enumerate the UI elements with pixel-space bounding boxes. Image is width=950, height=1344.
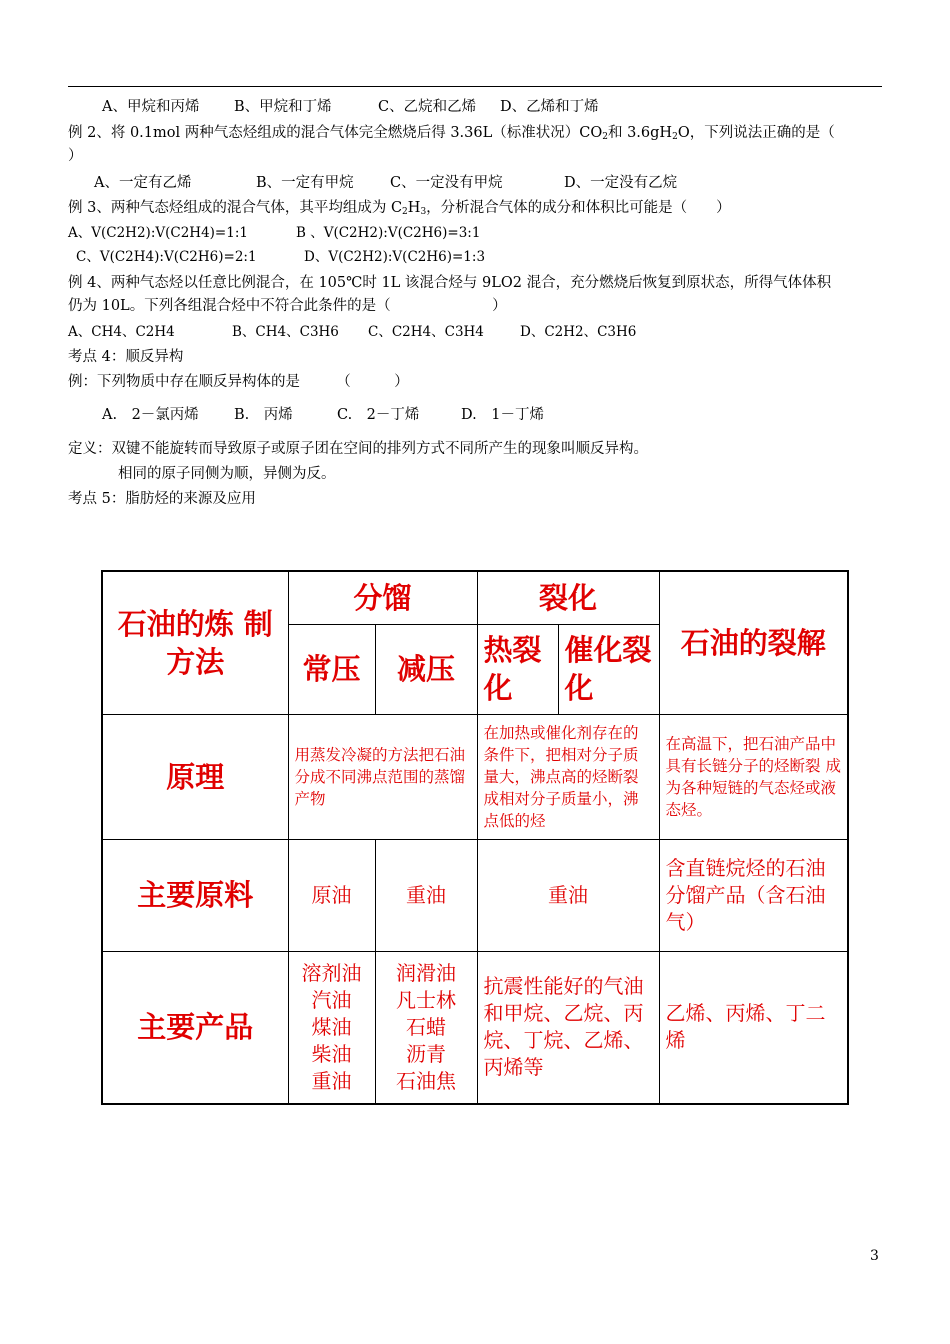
ex4-option-c: C、C2H4、C3H4	[368, 324, 484, 340]
ex2-option-b: B、一定有甲烷	[256, 175, 354, 191]
ex4-option-b: B、CH4、C3H6	[232, 324, 339, 340]
product-atmospheric	[288, 951, 375, 1104]
ex3-stem: 例 3、两种气态烃组成的混合气体，其平均组成为 $C_2H_3$，分析混合气体的成分和体积比可能是（ ）	[68, 200, 731, 217]
kp4-option-b: B. 丙烯	[234, 407, 293, 423]
ex4-stem-line1: 例 4、两种气态烃以任意比例混合，在 105℃时 1L 该混合烃与 9LO2 混合，充分燃烧后恢复到原状态，所得气体体积	[68, 275, 832, 291]
vacuum-header: 减压	[375, 624, 477, 714]
material-label: 主要原料	[102, 839, 288, 951]
product-vac-item: 凡士林	[396, 987, 456, 1012]
ex2-close-paren: ）	[68, 148, 83, 164]
kp4-definition: 定义：双键不能旋转而导致原子或原子团在空间的排列方式不同所产生的现象叫顺反异构。	[68, 441, 648, 457]
principle-cracking: 在加热或催化剂存在的条件下，把相对分子质量大，沸点高的烃断裂成相对分子质量小，沸点低的烃	[477, 714, 659, 839]
header-rule	[68, 86, 882, 87]
ex2-options	[68, 173, 910, 193]
principle-fractionation: 用蒸发冷凝的方法把石油分成不同沸点范围的蒸馏产物	[288, 714, 477, 839]
material-atmospheric: 原油	[288, 839, 375, 951]
q1-option-d: D、乙烯和丁烯	[500, 99, 599, 115]
q1-option-a: A、甲烷和丙烯	[102, 99, 200, 115]
kp4-rule: 相同的原子同侧为顺，异侧为反。	[118, 466, 336, 482]
ex2-stem: 例 2、将 0.1mol 两种气态烃组成的混合气体完全燃烧后得 3.36L（标准状况）$CO_2$和 $3.6gH_2O$，下列说法正确的是（	[68, 125, 835, 142]
method-header: 石油的炼 制方法	[102, 571, 288, 714]
ex4-options	[68, 322, 884, 342]
product-cracking: 抗震性能好的气油和甲烷、乙烷、丙烷、丁烷、乙烯、丙烯等	[477, 951, 659, 1104]
ex4-option-a: A、CH4、C2H4	[68, 324, 175, 340]
product-vac-item: 石油焦	[396, 1068, 456, 1093]
page-number: 3	[870, 1248, 879, 1264]
ex2-option-a: A、一定有乙烯	[94, 175, 192, 191]
product-atm-item: 柴油	[311, 1041, 352, 1066]
product-atm-item: 溶剂油	[301, 960, 362, 985]
product-vacuum	[375, 951, 477, 1104]
kp4-question: 例：下列物质中存在顺反异构体的是 （ ）	[68, 374, 409, 390]
oil-refining-table	[101, 570, 849, 1105]
product-vac-item: 石蜡	[406, 1014, 446, 1039]
product-atm-item: 煤油	[311, 1014, 352, 1039]
product-atm-item: 汽油	[311, 987, 352, 1012]
fractionation-header: 分馏	[288, 571, 477, 624]
ex4-option-d: D、C2H2、C3H6	[520, 324, 637, 340]
q1-options	[68, 97, 918, 117]
principle-label: 原理	[102, 714, 288, 839]
ex3-option-a: A、V(C2H2):V(C2H4)=1:1	[68, 225, 248, 241]
product-vac-item: 润滑油	[396, 960, 456, 985]
product-atm-item: 重油	[311, 1068, 352, 1093]
catalytic-cracking-header: 催化裂化	[558, 624, 659, 714]
ex3-options-row1	[68, 223, 884, 243]
ex3-option-c: C、V(C2H4):V(C2H6)=2:1	[76, 249, 257, 265]
material-deep-cracking: 含直链烷烃的石油 分馏产品（含石油气）	[659, 839, 848, 951]
product-label: 主要产品	[102, 951, 288, 1104]
kp5-title: 考点 5：脂肪烃的来源及应用	[68, 491, 256, 507]
ex2-option-d: D、一定没有乙烷	[564, 175, 678, 191]
kp4-option-d: D. 1－丁烯	[461, 407, 544, 423]
thermal-cracking-header: 热裂化	[477, 624, 558, 714]
q1-option-c: C、乙烷和乙烯	[378, 99, 477, 115]
ex3-option-b: B 、V(C2H2):V(C2H6)=3:1	[296, 225, 481, 241]
kp4-options	[68, 405, 918, 425]
material-cracking: 重油	[477, 839, 659, 951]
ex2-option-c: C、一定没有甲烷	[390, 175, 503, 191]
kp4-option-a: A. 2－氯丙烯	[102, 407, 199, 423]
ex4-stem-line2: 仍为 10L。下列各组混合烃中不符合此条件的是（ ）	[68, 298, 507, 314]
ex3-options-row2	[68, 247, 892, 267]
kp4-title: 考点 4：顺反异构	[68, 349, 184, 365]
material-vacuum: 重油	[375, 839, 477, 951]
product-vac-item: 沥青	[406, 1041, 446, 1066]
principle-deep-cracking: 在高温下，把石油产品中具有长链分子的烃断裂 成为各种短链的气态烃或液态烃。	[659, 714, 848, 839]
product-deep-cracking: 乙烯、丙烯、丁二烯	[659, 951, 848, 1104]
deep-cracking-header: 石油的裂解	[659, 571, 848, 714]
cracking-header: 裂化	[477, 571, 659, 624]
kp4-option-c: C. 2－丁烯	[337, 407, 420, 423]
ex3-option-d: D、V(C2H2):V(C2H6)=1:3	[304, 249, 486, 265]
atmospheric-header: 常压	[288, 624, 375, 714]
q1-option-b: B、甲烷和丁烯	[234, 99, 332, 115]
